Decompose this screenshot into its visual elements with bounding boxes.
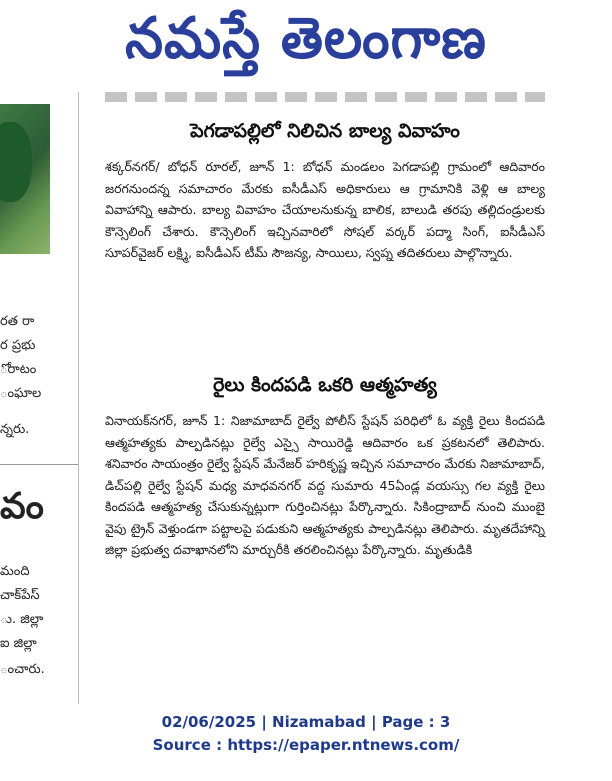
left-text-line: ోరాటం	[0, 362, 37, 377]
cut-off-text-line	[105, 92, 545, 102]
edition-info: 02/06/2025 | Nizamabad | Page : 3	[161, 713, 451, 731]
left-divider	[0, 464, 78, 465]
masthead	[0, 0, 612, 90]
left-text-line: ంఘాల	[0, 386, 42, 401]
article-headline-child-marriage: పెగడాపల్లిలో నిలిచిన బాల్య వివాహం	[190, 120, 460, 142]
article-headline-suicide: రైలు కిందపడి ఒకరి ఆత్మహత్య	[213, 374, 437, 396]
left-text-line: ంచారు.	[0, 662, 45, 677]
left-text-line: చాక్‌పేస్	[0, 588, 40, 603]
left-text-line: ు. జిల్లా	[0, 612, 44, 627]
source-link[interactable]: Source : https://epaper.ntnews.com/	[152, 736, 460, 754]
left-text-line: మంది	[0, 564, 30, 579]
article-body-child-marriage: శక్కర్‌నగర్/ బోధన్ రూరల్, జూన్ 1: బోధన్ మండలం పెగడాపల్లి గ్రామంలో ఆదివారం జరగనుందన్న సమాచారం మేరకు ఐసీడీఎస్ అధికారులు ఆ గ్రామానికి వెళ్లి ఆ బాల్య వివాహాన్ని ఆపారు. బాల్య వివాహం చేయాలనుకున్న బాలిక, బాలుడి తరపు తల్లిదండ్రులకు కౌన్సెలింగ్ చేశారు. కౌన్సెలింగ్ ఇచ్చినవారిలో సోషల్ వర్కర్ పద్మా సింగ్, ఐసీడీఎస్ సూపర్‌వైజర్ లక్ష్మి, ఐసీడీఎస్ టీమ్ సౌజన్య, సాయిలు, స్వప్న తదితరులు పాల్గొన్నారు.	[105, 159, 545, 260]
photo-figure	[0, 122, 32, 202]
newspaper-logo-title: నమస్తే తెలంగాణ	[125, 4, 487, 71]
left-text-line: ఐ జిల్లా	[0, 636, 37, 651]
page-footer	[0, 710, 612, 756]
left-text-line: న్నరు.	[0, 422, 30, 437]
right-column	[105, 92, 545, 704]
column-divider	[78, 92, 79, 704]
left-text-line: రత రా	[0, 314, 35, 329]
left-text-line: ర ప్రభు	[0, 338, 36, 353]
newspaper-clipping	[0, 92, 612, 704]
article-body-suicide: వినాయక్‌నగర్, జూన్ 1: నిజామాబాద్ రైల్వే పోలీస్ స్టేషన్ పరిధిలో ఓ వ్యక్తి రైలు కిందపడి ఆత్మహత్యకు పాల్పడినట్లు రైల్వే ఎస్సై సాయిరెడ్డి ఆదివారం ఒక ప్రకటనలో తెలిపారు. శనివారం సాయంత్రం రైల్వే స్టేషన్ మేనేజర్ హరికృష్ణ ఇచ్చిన సమాచారం మేరకు నిజామాబాద్, డిచ్‌పల్లి రైల్వే స్టేషన్ మధ్య మాధవనగర్ వద్ద సుమారు 45ఏండ్ల వయస్సు గల వ్యక్తి రైలు కిందపడి ఆత్మహత్య చేసుకున్నట్లుగా గుర్తించినట్లు పేర్కొన్నారు. సికింద్రాబాద్ నుంచి ముంబై వైపు ట్రైన్ వెళ్తుండగా పట్టాలపై పడుకుని ఆత్మహత్యకు పాల్పడినట్లు తెలిపారు. మృతదేహాన్ని జిల్లా ప్రభుత్వ దవాఖానలోని మార్చురీకి తరలించినట్లు పేర్కొన్నారు. మృతుడికి	[105, 413, 545, 557]
left-column-fragment	[0, 92, 78, 704]
left-heading-fragment: వం	[0, 486, 44, 527]
cropped-photo	[0, 104, 50, 254]
